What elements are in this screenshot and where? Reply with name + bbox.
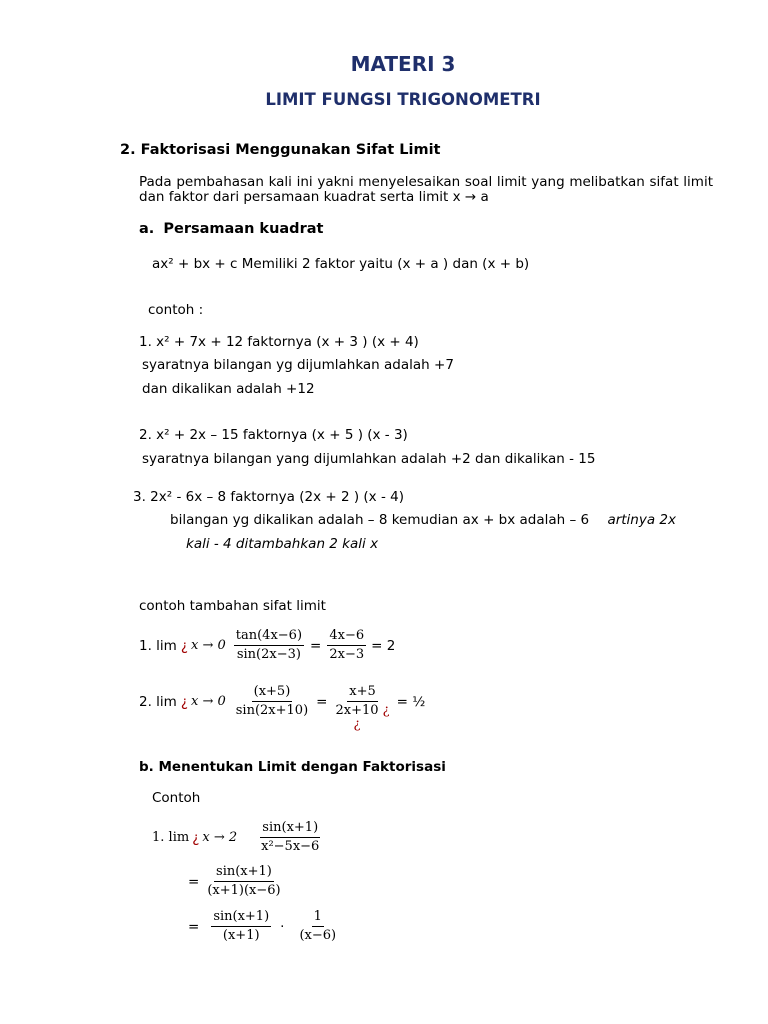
part-b-step-1 xyxy=(188,864,286,899)
limit-example-1 xyxy=(139,628,395,663)
limit-2-approach: x → 0 xyxy=(191,694,226,709)
limit-1-glyph: ¿ xyxy=(180,637,188,654)
part-a-letter: a. xyxy=(139,221,155,237)
limit-1-denominator-b: 2x−3 xyxy=(329,647,365,662)
example-3-line-1: 3. 2x² - 6x – 8 faktornya (2x + 2 ) (x - 4) xyxy=(133,489,404,505)
part-b-step-1-numerator: sin(x+1) xyxy=(214,864,274,882)
limit-1-numerator-b: 4x−6 xyxy=(327,628,366,646)
part-b-limit-numerator: sin(x+1) xyxy=(260,820,320,838)
limit-2-glyph: ¿ xyxy=(180,693,188,710)
part-b-step-1-fraction xyxy=(205,864,282,899)
part-b-step-2-equals: = xyxy=(188,918,200,935)
limit-1-fraction-a xyxy=(234,628,304,663)
part-b-step-1-denominator: (x+1)(x−6) xyxy=(207,883,281,898)
document-subtitle: LIMIT FUNGSI TRIGONOMETRI xyxy=(265,90,541,109)
part-b-limit-approach: x → 2 xyxy=(202,830,238,845)
limit-2-equals: = xyxy=(316,693,328,710)
example-1-line-1: 1. x² + 7x + 12 faktornya (x + 3 ) (x + 4) xyxy=(139,334,419,350)
limit-1-equals: = xyxy=(310,637,322,654)
example-1-line-3: dan dikalikan adalah +12 xyxy=(142,381,315,397)
section-heading: 2. Faktorisasi Menggunakan Sifat Limit xyxy=(120,142,441,158)
quadratic-statement: ax² + bx + c Memiliki 2 faktor yaitu (x + a ) dan (x + b) xyxy=(152,256,530,272)
limit-example-2 xyxy=(139,684,426,732)
part-b-step-2-denominator-a: (x+1) xyxy=(222,928,260,943)
limit-2-fraction-a xyxy=(234,684,310,719)
part-b-limit-label: 1. lim xyxy=(152,830,190,845)
limit-1-result: = 2 xyxy=(371,637,396,654)
limit-2-denominator-glyph-below: ¿ xyxy=(353,717,361,732)
limit-1-fraction-b xyxy=(327,628,366,663)
example-2-line-1: 2. x² + 2x – 15 faktornya (x + 5 ) (x - 3) xyxy=(139,427,408,443)
part-b-step-2-fraction-b xyxy=(297,909,338,944)
part-b-limit-fraction xyxy=(259,820,321,855)
part-b-contoh: Contoh xyxy=(152,790,201,806)
limit-2-result: = ½ xyxy=(396,693,426,710)
limit-2-denominator-b-text: 2x+10 xyxy=(335,703,379,718)
limit-2-numerator-a: (x+5) xyxy=(252,684,293,702)
part-a-title: Persamaan kuadrat xyxy=(163,221,324,237)
contoh-label: contoh : xyxy=(148,302,204,318)
example-3-line-2-text: bilangan yg dikalikan adalah – 8 kemudian ax + bx adalah – 6 xyxy=(170,512,590,528)
document-title: MATERI 3 xyxy=(350,52,456,76)
part-a-heading xyxy=(139,221,323,237)
limit-1-label: 1. lim xyxy=(139,637,177,654)
limit-2-denominator-a: sin(2x+10) xyxy=(235,703,309,718)
limit-2-label: 2. lim xyxy=(139,693,177,710)
part-b-limit-glyph: ¿ xyxy=(192,829,200,846)
part-b-step-2-denominator-b: (x−6) xyxy=(299,928,337,943)
example-3-line-2 xyxy=(170,512,676,528)
example-1-line-2: syaratnya bilangan yg dijumlahkan adalah +7 xyxy=(142,357,454,373)
extra-examples-heading: contoh tambahan sifat limit xyxy=(139,598,326,614)
limit-2-denominator-glyph: ¿ xyxy=(382,703,390,718)
example-2-line-2: syaratnya bilangan yang dijumlahkan adalah +2 dan dikalikan - 15 xyxy=(142,451,596,467)
part-b-step-2-numerator-b: 1 xyxy=(312,909,324,927)
part-b-step-2-dot: · xyxy=(280,918,285,935)
limit-2-numerator-b: x+5 xyxy=(347,684,378,702)
limit-2-denominator-b xyxy=(333,702,391,732)
example-3-line-3: kali - 4 ditambahkan 2 kali x xyxy=(186,536,379,552)
limit-1-approach: x → 0 xyxy=(191,638,226,653)
limit-2-fraction-b xyxy=(333,684,391,732)
part-b-heading: b. Menentukan Limit dengan Faktorisasi xyxy=(139,759,446,775)
part-b-limit-denominator: x²−5x−6 xyxy=(261,839,320,854)
limit-1-numerator-a: tan(4x−6) xyxy=(234,628,304,646)
example-3-line-2-italic: artinya 2x xyxy=(607,512,676,528)
part-b-step-2-numerator-a: sin(x+1) xyxy=(211,909,271,927)
intro-paragraph: Pada pembahasan kali ini yakni menyelesaikan soal limit yang melibatkan sifat limit dan faktor dari persamaan kuadrat serta limit x → a xyxy=(139,174,713,205)
part-b-step-2-fraction-a xyxy=(211,909,271,944)
part-b-step-2 xyxy=(188,909,341,944)
part-b-step-1-equals: = xyxy=(188,873,200,890)
limit-1-denominator-a: sin(2x−3) xyxy=(236,647,301,662)
part-b-limit xyxy=(152,820,324,855)
